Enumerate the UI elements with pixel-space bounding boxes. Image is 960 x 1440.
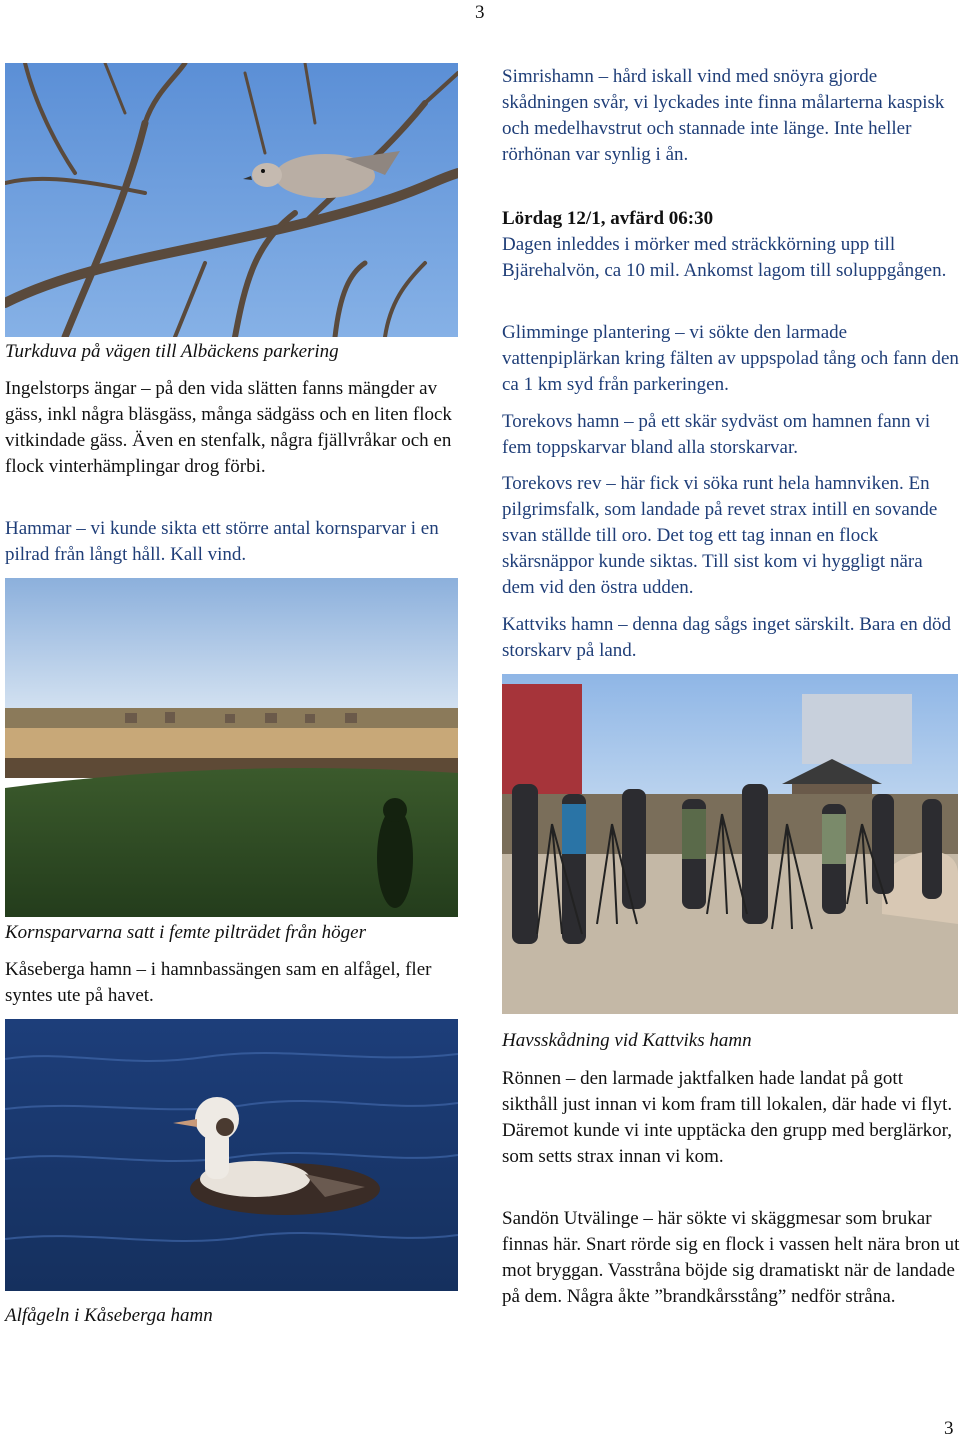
birdwatchers-photo	[502, 674, 958, 1014]
section-heading-saturday: Lördag 12/1, avfärd 06:30	[502, 208, 714, 229]
duck-photo	[5, 1019, 458, 1291]
page-number-top: 3	[475, 2, 485, 23]
caption-duck: Alfågeln i Kåseberga hamn	[5, 1305, 213, 1326]
dove-photo	[5, 63, 458, 337]
paragraph-ronnen: Rönnen – den larmade jaktfalken hade landat på gott sikthåll just innan vi kom fram till lokalen, där hade vi flyt. Däremot kunde vi inte upptäcka den grupp med berglärkor, som setts strax innan vi kom.	[502, 1068, 953, 1167]
paragraph-sandon: Sandön Utvälinge – här sökte vi skäggmesar som brukar finnas här. Snart rörde sig en flock i vassen helt nära bron ut mot bryggan. Vasstråna böjde sig dramatiskt när de landade på dem. Några åkte ”brandkårsstång” nedför stråna.	[502, 1208, 960, 1307]
paragraph-torekovs-rev: Torekovs rev – här fick vi söka runt hela hamnviken. En pilgrimsfalk, som landade på revet strax intill en sovande svan ställde till oro. Det tog ett tag innan en flock skärsnäppor kunde siktas. Till sist kom vi hyggligt nära dem vid den östra udden.	[502, 473, 938, 598]
paragraph-ingelstorp: Ingelstorps ängar – på den vida slätten fanns mängder av gäss, inkl några bläsgäss, många sädgäss och en liten flock vitkindade gäss. Även en stenfalk, några fjällvråkar och en flock vinterhämplingar drog förbi.	[5, 378, 452, 477]
paragraph-hammar: Hammar – vi kunde sikta ett större antal kornsparvar i en pilrad från långt håll. Kall vind.	[5, 518, 439, 565]
paragraph-glimminge: Glimminge plantering – vi sökte den larmade vattenpiplärkan kring fälten av uppspolad tång och fann den ca 1 km syd från parkeringen.	[502, 322, 959, 395]
field-photo	[5, 578, 458, 917]
paragraph-kaseberga: Kåseberga hamn – i hamnbassängen sam en alfågel, fler syntes ute på havet.	[5, 959, 432, 1006]
caption-field: Kornsparvarna satt i femte pilträdet från höger	[5, 922, 366, 943]
paragraph-torekovs-hamn: Torekovs hamn – på ett skär sydväst om hamnen fann vi fem toppskarvar bland alla storskarvar.	[502, 411, 931, 458]
caption-dove: Turkduva på vägen till Albäckens parkering	[5, 341, 339, 362]
paragraph-kattviks: Kattviks hamn – denna dag sågs inget särskilt. Bara en död storskarv på land.	[502, 614, 952, 661]
paragraph-bjarehalvon: Dagen inleddes i mörker med sträckkörning upp till Bjärehalvön, ca 10 mil. Ankomst lagom till soluppgången.	[502, 234, 947, 281]
caption-birdwatchers: Havsskådning vid Kattviks hamn	[502, 1030, 752, 1051]
page-number-bottom: 3	[944, 1418, 954, 1439]
paragraph-simrishamn: Simrishamn – hård iskall vind med snöyra gjorde skådningen svår, vi lyckades inte finna målarterna kaspisk och medelhavstrut och stannade inte länge. Inte heller rörhönan var synlig i ån.	[502, 66, 945, 165]
